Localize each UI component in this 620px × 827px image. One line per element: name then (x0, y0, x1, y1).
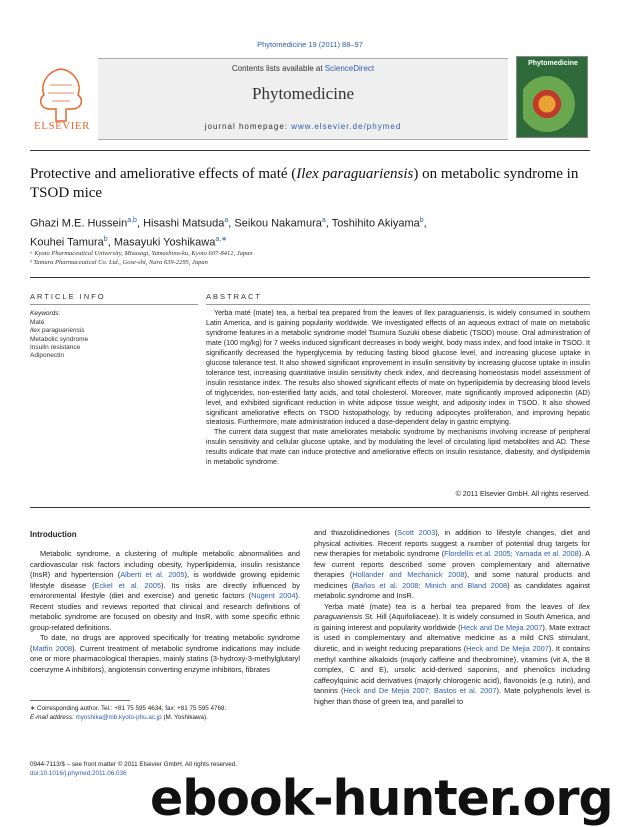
abstract-heading: ABSTRACT (206, 292, 263, 301)
citation-link[interactable]: Matfin 2008 (32, 643, 73, 653)
body-paragraph (314, 528, 590, 602)
journal-homepage (98, 122, 508, 131)
footnote (30, 704, 300, 722)
cover-artwork (523, 75, 583, 133)
elsevier-logo-text: ELSEVIER (34, 120, 90, 132)
citation-link[interactable]: Nugent 2004 (251, 591, 296, 601)
text-run: ) as candidates against metabolic syndrome and InsR. (314, 580, 590, 601)
citation-link[interactable]: Hollander and Mechanick 2008 (352, 570, 465, 580)
footnote-divider (30, 700, 130, 701)
email-line (30, 713, 300, 722)
author-affil-sup[interactable]: a (321, 217, 326, 224)
citation-link[interactable]: Scott 2003 (397, 528, 436, 537)
keyword: Maté (30, 319, 45, 326)
citation-link[interactable]: Heck and De Mejia 2007; Bastos et al. 2007 (343, 686, 497, 696)
author-affil-sup[interactable]: a,∗ (215, 235, 228, 243)
author-name: Ghazi M.E. Hussein (30, 217, 128, 230)
author-name: Kouhei Tamura (30, 236, 104, 249)
journal-citation[interactable]: Phytomedicine 19 (2011) 88–97 (257, 40, 363, 49)
article-info-heading: ARTICLE INFO (30, 292, 106, 301)
divider (30, 507, 590, 508)
divider (30, 150, 590, 151)
body-column-right (314, 528, 590, 707)
article-title (30, 165, 590, 203)
title-part: ) on metabolic syndrome in TSOD mice (30, 166, 579, 201)
divider (30, 304, 198, 305)
author-name: Toshihito Akiyama (331, 217, 420, 230)
text-run: ), in addition to lifestyle changes, diet and physical activities. Recent reports suggest a number of potential drug targets for new therapies for metabolic syndrome ( (314, 528, 590, 559)
homepage-url[interactable]: www.elsevier.de/phymed (291, 122, 402, 131)
text-run: ). It contains methyl xanthine alkaloids (majorly caffeine and theobromine), vitamins (vit A, the B complex, C and E), ursolic acid-derived saponins, and phenolics including caffeoylquinic acid derivatives (majorly chlorogenic acid), flavonoids (e.g. rutin), and tannins ( (314, 644, 590, 696)
journal-title: Phytomedicine (252, 84, 354, 103)
email-label: E-mail address: (30, 714, 76, 721)
author-affil-sup[interactable]: b (103, 235, 108, 243)
citation-link[interactable]: Heck and De Mejia 2007 (466, 644, 549, 654)
journal-cover-image[interactable] (516, 56, 588, 138)
author-line-2: Kouhei Tamura$^b$, Masayuki Yoshikawa$^{a,∗}$ (30, 235, 228, 249)
text-run: ), and some natural products and medicines ( (314, 570, 591, 590)
author-name: Hisashi Matsuda (143, 217, 225, 230)
divider (206, 304, 590, 305)
text-run: and thiazolidinediones ( (314, 528, 398, 537)
abstract-copyright: © 2011 Elsevier GmbH. All rights reserved. (455, 490, 590, 498)
text-run: ). Current treatment of metabolic syndrome indications may include one or more pharmacological therapies, mainly statins (3-hydroxy-3-methylglutaryl coenzyme A inhibitors), angiotensin converting enzyme inhibitors, fibrates (30, 643, 300, 675)
text-run: ). Recent studies and reviews reported that clinical and research definitions of metabolic syndrome are focused on obesity and InsR, with some specific ethnic group-related definitions. (30, 591, 300, 632)
author-list (30, 213, 590, 250)
issn-line: 0944-7113/$ – see front matter © 2011 Elsevier GmbH. All rights reserved. (30, 761, 238, 768)
contents-prefix: Contents lists available at (231, 64, 325, 73)
citation-link[interactable]: Flordellis et al. 2005; Yamada et al. 2008 (444, 549, 579, 559)
author-line-1: Ghazi M.E. Hussein$^{a,b}$, Hisashi Matsuda$^a$, Seikou Nakamura$^a$, Toshihito Akiyama$^b$, (30, 217, 427, 230)
text-run: ), is worldwide growing epidemic lifestyle disease ( (30, 570, 300, 590)
keywords-label: Keywords: (30, 310, 61, 317)
corresponding-author-note: ∗ Corresponding author. Tel.: +81 75 595 4634; fax: +81 75 595 4768. (30, 705, 227, 712)
text-run: Metabolic syndrome, a clustering of multiple metabolic abnormalities and cardiovascular risk factors including obesity, hyperlipidemia, insulin resistance (InsR) and hypertension ( (30, 549, 300, 580)
sciencedirect-link[interactable]: ScienceDirect (324, 64, 375, 73)
abstract-paragraph: The current data suggest that mate ameliorates metabolic syndrome by mechanisms involving increase of peripheral insulin sensitivity and cellular glucose uptake, and by modulating the level of circulating lipid metabolites and AD. These results indicate that mate can induce protective and ameliorative effects on insulin resistance, diabesity, and dyslipidemia in metabolic syndrome. (206, 428, 590, 467)
title-species: Ilex paraguariensis (296, 166, 414, 182)
cover-title: Phytomedicine (528, 60, 578, 67)
abstract-body (206, 309, 590, 468)
divider (30, 277, 590, 278)
keyword: Adiponectin (30, 352, 64, 360)
author-affil-sup[interactable]: a,b (127, 217, 137, 224)
author-affil-sup[interactable]: a (224, 217, 229, 224)
body-paragraph (314, 602, 590, 707)
body-paragraph (30, 549, 300, 633)
keyword-list (30, 319, 88, 360)
text-run: ). Its risks are directly influenced by environmental lifestyle (diet and exercise) and genetic factors ( (30, 580, 300, 601)
body-paragraph (30, 633, 300, 675)
author-name: Seikou Nakamura (234, 217, 322, 230)
citation-link[interactable]: Alberti et al. 2005 (120, 570, 185, 580)
contents-line (98, 64, 508, 73)
affiliation-a: ᵃ Kyoto Pharmaceutical University, Misasagi, Yamashina-ku, Kyoto 607-8412, Japan (30, 250, 253, 257)
section-heading-introduction: Introduction (30, 530, 77, 539)
text-run: To date, no drugs are approved specifically for treating metabolic syndrome ( (30, 633, 300, 653)
keyword: Ilex paraguariensis (30, 327, 85, 335)
text-run: St. Hill (Aquifoliaceae). It is widely consumed in South America, and is gaining interest and popularity worldwide ( (314, 612, 590, 632)
keyword: Insulin resistance (30, 343, 81, 351)
email-link[interactable]: myoshika@mb.kyoto-phu.ac.jp (75, 714, 162, 721)
citation-link[interactable]: Eckel et al. 2005 (94, 580, 161, 590)
body-column-left (30, 549, 300, 676)
text-run: Yerba maté (mate) tea is a herbal tea prepared from the leaves of (324, 601, 579, 611)
affiliations (30, 249, 590, 267)
affiliation-b: ᵇ Tamura Pharmaceutical Co. Ltd., Gose-shi, Nara 639-2295, Japan (30, 259, 208, 266)
keyword: Metabolic syndrome (30, 335, 89, 343)
text-run: ). A few current reports described some proven complementary and alternative therapies ( (314, 549, 590, 580)
email-suffix: (M. Yoshikawa). (161, 714, 208, 721)
text-run: ). Mate extract is used in complementary and alternative medicine as a mild CNS stimulant, diuretic, and in weight reducing preparations ( (314, 622, 590, 654)
homepage-prefix: journal homepage: (204, 122, 292, 131)
text-run-italic: Ilex paraguariensis (314, 601, 590, 622)
watermark: ebook-hunter.org (150, 770, 613, 827)
citation-link[interactable]: Baños et al. 2008; Minich and Bland 2008 (354, 580, 508, 590)
author-name: Masayuki Yoshikawa (113, 236, 216, 249)
title-part: Protective and ameliorative effects of maté ( (30, 166, 297, 182)
author-affil-sup[interactable]: b (419, 217, 424, 224)
citation-link[interactable]: Heck and De Mejia 2007 (460, 622, 543, 632)
text-run: ). Mate polyphenols level is higher than those of green tea, and parallel to (314, 686, 590, 706)
doi-link[interactable]: doi:10.1016/j.phymed.2011.06.036 (30, 770, 127, 777)
abstract-paragraph: Yerba maté (mate) tea, a herbal tea prepared from the leaves of Ilex paraguariensis, is widely consumed in southern Latin America, and is gaining popularity worldwide. We investigated effects of an aqueous extract of mate on metabolic syndrome features in a metabolic syndrome model Tsumura Suzuki obese diabetic (TSOD) mouse. Oral administration of mate (100 mg/kg) for 7 weeks induced significant decreases in body weight, body mass index, and food intake in TSOD. It significantly decreased the hyperglycemia by reducing fasting blood glucose level, and increasing glucose uptake in glucose tolerance test. It also showed significant improvement in insulin sensitivity by increasing glucose uptake in insulin tolerance test, increasing quantitative insulin sensitivity check index, and decreasing homeostasis model assessment of insulin resistance index. The results also showed significant effects of mate on hyperlipidemia by decreasing blood levels of triglycerides, non-esterified fatty acids, and total cholesterol. Moreover, mate significantly improved adiponectin (AD) level, and exhibited significant reduction in white adipose tissue weight, and adiposity index in TSOD. It also showed significant ameliorative effects on TSOD histopathology, by reducing adipocytes proliferation, and improving hepatic steatosis. Furthermore, mate administration induced a dose-dependent delay in gastric emptying. (206, 309, 590, 427)
